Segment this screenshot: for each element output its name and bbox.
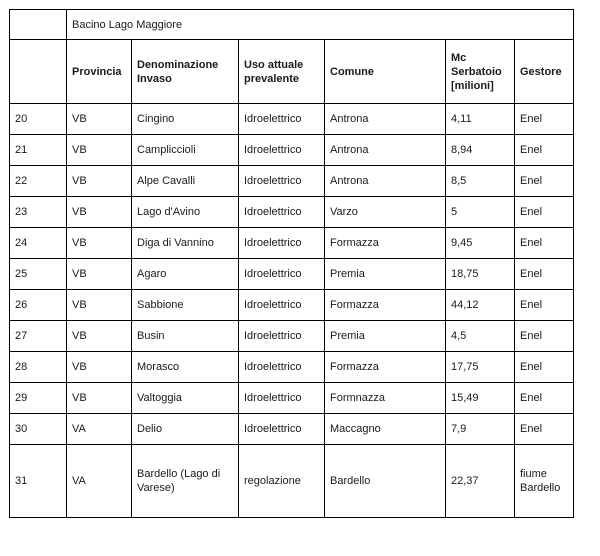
cell-uso: Idroelettrico [239,414,325,445]
cell-gestore: Enel [515,228,574,259]
cell-uso: Idroelettrico [239,290,325,321]
cell-num: 27 [10,321,67,352]
cell-provincia: VB [67,104,132,135]
cell-mc: 18,75 [446,259,515,290]
cell-uso: Idroelettrico [239,166,325,197]
cell-mc: 4,11 [446,104,515,135]
table-row [10,383,574,414]
cell-gestore: fiume Bardello [515,445,574,518]
cell-gestore: Enel [515,290,574,321]
cell-num: 25 [10,259,67,290]
cell-gestore: Enel [515,383,574,414]
column-header-invaso: Denominazione Invaso [132,40,239,104]
cell-uso: Idroelettrico [239,321,325,352]
cell-comune: Antrona [325,135,446,166]
cell-comune: Antrona [325,166,446,197]
cell-provincia: VB [67,259,132,290]
table-row [10,135,574,166]
cell-num: 24 [10,228,67,259]
cell-num: 22 [10,166,67,197]
cell-gestore: Enel [515,259,574,290]
table-title: Bacino Lago Maggiore [67,10,574,40]
table-row [10,321,574,352]
table-row [10,290,574,321]
cell-comune: Premia [325,321,446,352]
table-row [10,352,574,383]
table-body [10,104,574,518]
cell-uso: Idroelettrico [239,259,325,290]
cell-uso: Idroelettrico [239,352,325,383]
cell-uso: Idroelettrico [239,104,325,135]
cell-provincia: VB [67,135,132,166]
cell-invaso: Agaro [132,259,239,290]
cell-num: 23 [10,197,67,228]
table-row [10,228,574,259]
cell-mc: 22,37 [446,445,515,518]
cell-mc: 44,12 [446,290,515,321]
cell-num: 31 [10,445,67,518]
cell-uso: regolazione [239,445,325,518]
cell-gestore: Enel [515,414,574,445]
table-row [10,414,574,445]
cell-provincia: VB [67,321,132,352]
cell-invaso: Delio [132,414,239,445]
cell-comune: Antrona [325,104,446,135]
cell-gestore: Enel [515,352,574,383]
cell-gestore: Enel [515,197,574,228]
column-header-num [10,40,67,104]
cell-uso: Idroelettrico [239,228,325,259]
cell-num: 21 [10,135,67,166]
column-header-provincia: Provincia [67,40,132,104]
cell-num: 28 [10,352,67,383]
cell-num: 30 [10,414,67,445]
title-row-empty-cell [10,10,67,40]
cell-provincia: VA [67,414,132,445]
cell-provincia: VB [67,228,132,259]
table-row [10,166,574,197]
table-row [10,104,574,135]
cell-mc: 9,45 [446,228,515,259]
cell-comune: Premia [325,259,446,290]
cell-comune: Varzo [325,197,446,228]
cell-provincia: VB [67,352,132,383]
cell-gestore: Enel [515,104,574,135]
cell-comune: Formazza [325,290,446,321]
cell-mc: 8,5 [446,166,515,197]
cell-num: 29 [10,383,67,414]
cell-uso: Idroelettrico [239,383,325,414]
column-header-uso: Uso attuale prevalente [239,40,325,104]
cell-mc: 4,5 [446,321,515,352]
cell-comune: Formazza [325,352,446,383]
table-title-row [10,10,574,40]
table-header-row [10,40,574,104]
cell-invaso: Alpe Cavalli [132,166,239,197]
cell-invaso: Sabbione [132,290,239,321]
cell-gestore: Enel [515,321,574,352]
cell-mc: 17,75 [446,352,515,383]
cell-comune: Formazza [325,228,446,259]
cell-comune: Bardello [325,445,446,518]
table-row [10,445,574,518]
cell-mc: 7,9 [446,414,515,445]
bacino-lago-maggiore-table [9,9,574,518]
cell-invaso: Cingino [132,104,239,135]
cell-invaso: Bardello (Lago di Varese) [132,445,239,518]
table-row [10,259,574,290]
cell-gestore: Enel [515,135,574,166]
cell-uso: Idroelettrico [239,197,325,228]
cell-uso: Idroelettrico [239,135,325,166]
table-row [10,197,574,228]
cell-provincia: VB [67,166,132,197]
cell-provincia: VB [67,383,132,414]
cell-gestore: Enel [515,166,574,197]
cell-invaso: Busin [132,321,239,352]
cell-provincia: VA [67,445,132,518]
column-header-mc: Mc Serbatoio [milioni] [446,40,515,104]
cell-provincia: VB [67,197,132,228]
column-header-gestore: Gestore [515,40,574,104]
cell-invaso: Campliccioli [132,135,239,166]
cell-invaso: Valtoggia [132,383,239,414]
cell-provincia: VB [67,290,132,321]
cell-num: 20 [10,104,67,135]
cell-invaso: Diga di Vannino [132,228,239,259]
column-header-comune: Comune [325,40,446,104]
cell-comune: Maccagno [325,414,446,445]
cell-invaso: Lago d'Avino [132,197,239,228]
cell-mc: 15,49 [446,383,515,414]
cell-invaso: Morasco [132,352,239,383]
cell-mc: 5 [446,197,515,228]
cell-mc: 8,94 [446,135,515,166]
cell-num: 26 [10,290,67,321]
cell-comune: Formnazza [325,383,446,414]
